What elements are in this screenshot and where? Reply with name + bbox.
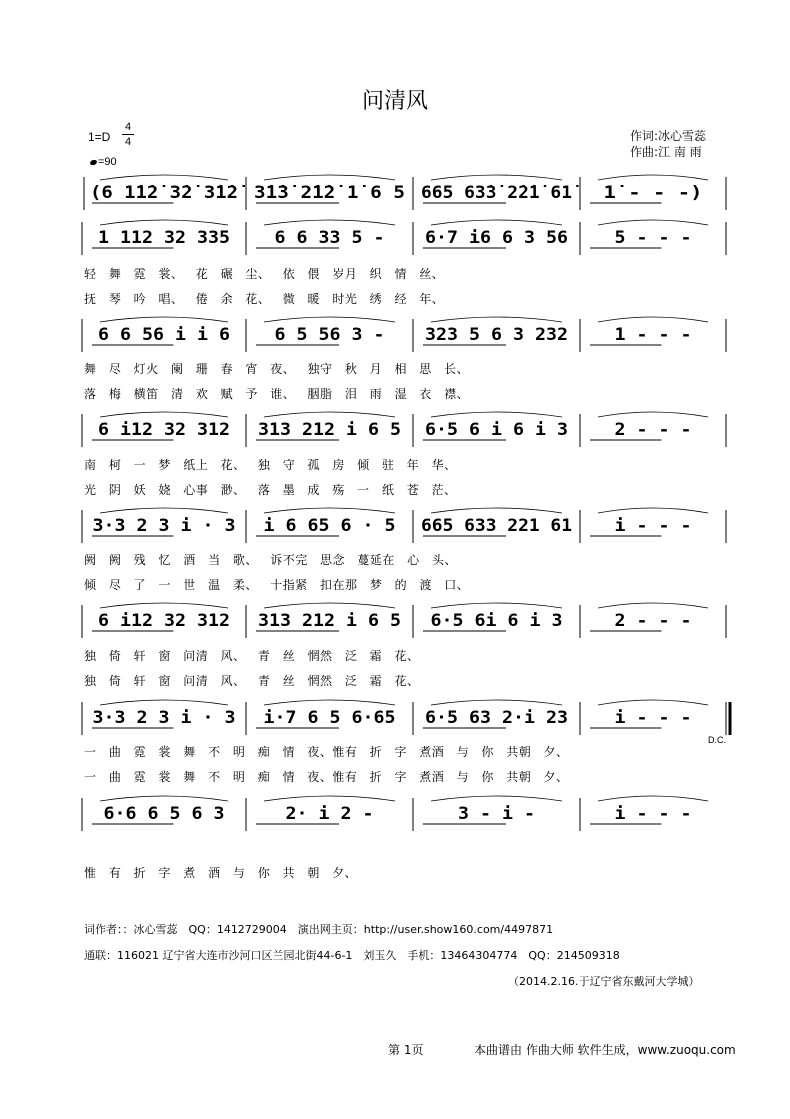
measure-notes: i - - - bbox=[614, 708, 692, 728]
slur-arc bbox=[598, 175, 708, 180]
slur-arc bbox=[264, 796, 395, 801]
slur-arc bbox=[598, 700, 708, 705]
lyric-line: 阙 阙 残 忆 酒 当 歌、 诉不完 思念 蔓延在 心 头、 bbox=[84, 553, 457, 567]
measure-notes: 6 6 33 5 - bbox=[274, 228, 385, 248]
slur-arc bbox=[264, 175, 395, 180]
measure-notes: 6·5 6i 6 i 3 bbox=[430, 611, 563, 631]
time-signature bbox=[122, 121, 134, 148]
measure-notes: 1̇ - - -) bbox=[603, 183, 703, 203]
generator-credit: 本曲谱由 作曲大师 软件生成，www.zuoqu.com bbox=[474, 1043, 736, 1057]
measure-notes: 5 - - - bbox=[614, 228, 692, 248]
measure-notes: 3·3 2 3 i · 3 bbox=[92, 516, 236, 536]
slur-arc bbox=[431, 317, 562, 322]
lyric-line: 轻 舞 霓 裳、 花 碾 尘、 依 偎 岁月 织 情 丝、 bbox=[84, 267, 445, 281]
slur-arc bbox=[100, 603, 228, 608]
composer-credit: 作曲:江 南 雨 bbox=[630, 145, 702, 159]
slur-arc bbox=[598, 220, 708, 225]
measure-notes: i 6 65 6 · 5 bbox=[263, 516, 396, 536]
slur-arc bbox=[264, 220, 395, 225]
page-number: 第 1页 bbox=[388, 1043, 424, 1057]
slur-arc bbox=[264, 508, 395, 513]
measure-notes: 3̇1̇3̇ 2̇1̇2̇ 1̇ 6 5 bbox=[254, 183, 405, 203]
footer-contact-line: 通联：116021 辽宁省大连市沙河口区兰园北街44-6-1 刘玉久 手机：13464304774 QQ：214509318 bbox=[84, 949, 620, 962]
slur-arc bbox=[264, 412, 395, 417]
measure-notes: 665 633 221 61 bbox=[421, 516, 572, 536]
measure-notes: 313 212 i 6 5 bbox=[258, 420, 401, 440]
slur-arc bbox=[598, 796, 708, 801]
footer-date: （2014.2.16.于辽宁省东戴河大学城） bbox=[508, 975, 700, 988]
lyric-line: 一 曲 霓 裳 舞 不 明 痴 情 夜、惟有 折 字 煮酒 与 你 共朝 夕、 bbox=[84, 745, 569, 759]
slur-arc bbox=[598, 317, 708, 322]
score-row bbox=[0, 600, 790, 650]
lyric-line: 光 阴 妖 娆 心事 渺、 落 墨 成 殇 一 纸 苍 茫、 bbox=[84, 483, 457, 497]
lyric-line: 落 梅 横笛 清 欢 赋 予 谁、 胭脂 泪 雨 湿 衣 襟、 bbox=[84, 387, 470, 401]
dc-mark: D.C. bbox=[708, 735, 726, 745]
time-signature-top: 4 bbox=[124, 121, 132, 133]
measure-notes: 665 63̇3̇ 2̇2̇1̇ 61̇ bbox=[421, 183, 580, 203]
slur-arc bbox=[431, 796, 562, 801]
measure-notes: 6·6 6 5 6 3 bbox=[103, 804, 225, 824]
measure-notes: 1 112 32 335 bbox=[98, 228, 230, 248]
lyric-line: 惟 有 折 字 煮 酒 与 你 共 朝 夕、 bbox=[84, 866, 358, 880]
score-row bbox=[0, 505, 790, 555]
measure-notes: 6 5 56 3 - bbox=[274, 325, 385, 345]
lyric-line: 一 曲 霓 裳 舞 不 明 痴 情 夜、惟有 折 字 煮酒 与 你 共朝 夕、 bbox=[84, 770, 569, 784]
slur-arc bbox=[100, 796, 228, 801]
measure-notes: 2· i 2 - bbox=[285, 804, 374, 824]
footer-author-line: 词作者：：冰心雪蕊 QQ：1412729004 演出网主页：http://user.show160.com/4497871 bbox=[84, 923, 554, 936]
score-row bbox=[0, 697, 790, 747]
slur-arc bbox=[431, 220, 562, 225]
slur-arc bbox=[431, 603, 562, 608]
slur-arc bbox=[264, 317, 395, 322]
slur-arc bbox=[100, 175, 228, 180]
measure-notes: 6·5 63 2·i 23 bbox=[425, 708, 568, 728]
lyric-line: 抚 琴 吟 唱、 倦 余 花、 微 暖 时光 绣 经 年、 bbox=[84, 292, 445, 306]
lyric-line: 独 倚 轩 窗 问清 风、 青 丝 惘然 泛 霜 花、 bbox=[84, 649, 420, 663]
measure-notes: 313 212 i 6 5 bbox=[258, 611, 401, 631]
tempo-mark bbox=[90, 156, 117, 168]
lyric-line: 舞 尽 灯火 阑 珊 春 宵 夜、 独守 秋 月 相 思 长、 bbox=[84, 362, 470, 376]
measure-notes: i - - - bbox=[614, 516, 692, 536]
measure-notes: 323 5 6 3 232 bbox=[425, 325, 568, 345]
song-title: 问清风 bbox=[361, 89, 428, 114]
slur-arc bbox=[100, 412, 228, 417]
slur-arc bbox=[100, 508, 228, 513]
slur-arc bbox=[100, 317, 228, 322]
measure-notes: 3·3 2 3 i · 3 bbox=[92, 708, 236, 728]
tempo-value: =90 bbox=[98, 156, 117, 168]
measure-notes: i - - - bbox=[614, 804, 692, 824]
score-row bbox=[0, 314, 790, 364]
measure-notes: 6 6 56 i i 6 bbox=[98, 325, 230, 345]
slur-arc bbox=[431, 412, 562, 417]
slur-arc bbox=[598, 508, 708, 513]
slur-arc bbox=[264, 603, 395, 608]
lyric-line: 南 柯 一 梦 纸上 花、 独 守 孤 房 倾 驻 年 华、 bbox=[84, 458, 457, 472]
lyric-line: 独 倚 轩 窗 问清 风、 青 丝 惘然 泛 霜 花、 bbox=[84, 674, 420, 688]
credits bbox=[630, 128, 706, 160]
measure-notes: 2 - - - bbox=[614, 611, 692, 631]
measure-notes: 6·7 i6 6 3 56 bbox=[425, 228, 568, 248]
time-signature-divider bbox=[122, 134, 134, 135]
slur-arc bbox=[100, 220, 228, 225]
score-row bbox=[0, 172, 790, 222]
score-row bbox=[0, 217, 790, 267]
quarter-note-icon bbox=[89, 159, 97, 166]
score-row bbox=[0, 793, 790, 843]
lyric-line: 倾 尽 了 一 世 温 柔、 十指紧 扣在那 梦 的 渡 口、 bbox=[84, 578, 470, 592]
measure-notes: 6 i12 32 312 bbox=[98, 611, 230, 631]
measure-notes: 2 - - - bbox=[614, 420, 692, 440]
slur-arc bbox=[431, 175, 562, 180]
measure-notes: i·7 6 5 6·65 bbox=[263, 708, 396, 728]
measure-notes: 6 i12 32 312 bbox=[98, 420, 230, 440]
measure-notes: 1 - - - bbox=[614, 325, 692, 345]
slur-arc bbox=[598, 603, 708, 608]
lyricist-credit: 作词:冰心雪蕊 bbox=[630, 129, 707, 143]
slur-arc bbox=[431, 700, 562, 705]
slur-arc bbox=[431, 508, 562, 513]
measure-notes: 6·5 6 i 6 i 3 bbox=[425, 420, 568, 440]
slur-arc bbox=[100, 700, 228, 705]
measure-notes: (6 1̇1̇2̇ 3̇2̇ 3̇1̇2̇ bbox=[90, 183, 246, 203]
key-signature: 1=D bbox=[88, 130, 111, 144]
slur-arc bbox=[598, 412, 708, 417]
score-row bbox=[0, 409, 790, 459]
time-signature-bottom: 4 bbox=[124, 136, 132, 148]
measure-notes: 3 - i - bbox=[458, 804, 535, 824]
slur-arc bbox=[264, 700, 395, 705]
